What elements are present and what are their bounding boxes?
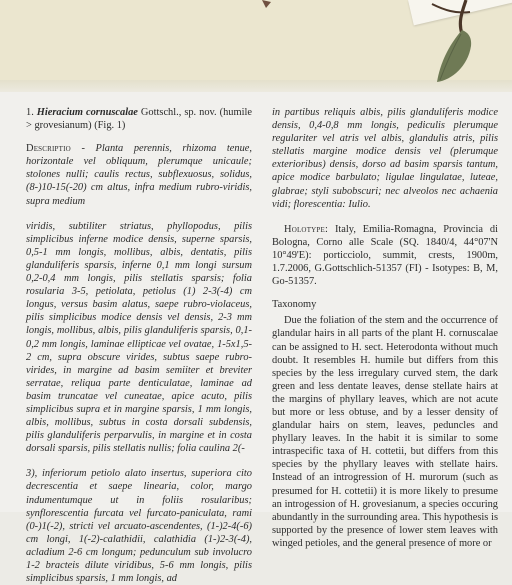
- description-paragraph-3: [26, 467, 252, 585]
- description-continuation: [272, 106, 498, 211]
- description-text-1: - Planta perennis, rhizoma tenue, horizontale vel obliquum, plerumque unicaule; stolones nulli; caulis rectus, subflexuosus, solidus, (8-)10-15(-20) cm altus, infra medium rubro-viridis, supra medium: [26, 143, 252, 207]
- left-column: [26, 106, 252, 585]
- species-heading: [26, 106, 252, 132]
- description-text-3: 3), inferiorum petiolo alato insertus, superiora cito decrescentia et saepe linearia, color, margo indumentumque ut in foliis rosularibus; synflorescentia furcata vel furcato-paniculata, rami (0-)1(-2), stricti vel arcuato-ascendentes, (1-)2-4(-6) cm longi, 1(-2)-calathidii, calathidia (1-)2-3(-4), acladium 2-6 cm longum; pedunculum sub involucro 1-2 bracteis dilute viridibus, 5-6 mm longis, pilis simplicibus sparsis, 1 mm longis, ad: [26, 468, 252, 585]
- article-page: [0, 92, 512, 585]
- description-continuation-text: in partibus reliquis albis, pilis glanduliferis modice densis, 0,4-0,8 mm longis, pediculis plerumque regulariter vel atris vel albis, glandulis atris, pilis stellatis margine modice densis vel (plerumque exterioribus) densis, dorso ad basim sparsis tantum, apice modice barbulato; ligulae lingulatae, luteae, glabrae; styli subobscuri; nec alveolos nec achaenia vidi; florescentia: Iulio.: [272, 107, 498, 210]
- description-label: Descriptio: [26, 143, 71, 155]
- species-name: Hieracium cornuscalae: [36, 107, 138, 118]
- species-author: Gottschl., sp. nov.: [140, 107, 217, 118]
- description-paragraph-1: [26, 142, 252, 207]
- description-text-2: viridis, subtiliter striatus, phyllopodus, pilis simplicibus inferne modice densis, superne sparsis, 0,5-1 mm longis, mollibus, albis, dentatis, pilis glanduliferis sparsis, inferne 0,1 mm longi sursum 0,2-0,4 mm longis, pilis stellatis sparsis; folia rosularia 3-5, petiolata, petiolus (1) 2-3(-4) cm longus, versus basim alatus, saepe rubro-violaceus, pilis simplicibus modice densis vel densis, 2-3 mm longis, mollibus, albis, pilis glanduliferis sparsis, 0,1-0,2 mm longis, laminae ellipticae vel ovatae, 1-5x1,5-2 cm, supra obscure virides, subtus saepe rubro-virides, in margine ad basim semiiter et breviter serratae, reliqua parte denticulatae, laminae ad basim truncatae vel cuneatae, apice acuto, pilis simplicibus supra et in margine sparsis, 1 mm longis, albis, mollibus, subtus in costa dorsali subdensis, pilis glanduliferis perparvulis, in margine et in costa dorsali sparsis, pilis stellatis nullis; folia caulina 2(-: [26, 220, 252, 455]
- specimen-plant-illustration: [0, 0, 512, 96]
- holotype-label: Holotype:: [284, 223, 329, 235]
- species-relation: (humile > grovesianum) (Fig. 1): [26, 107, 252, 132]
- taxonomy-paragraph: Due the foliation of the stem and the occurrence of glandular hairs in all parts of the plant H. cornuscalae can be assigned to H. sect. Heterodonta without much doubt. It resembles H. humile but differs from this species by the less irregulary curved stem, the dark green and less dentate leaves, dense stellate hairs at the margins of phyllary leaves, which are not acute but more or less obtuse, and by a lesser density of glandular hairs on stem, leaves, peduncles and phyllary leaves. In the habit it is similar to some intraspecific taxa of H. cottetii, but differs from this species by the phyllary leaves with stellate hairs. Instead of an introgression of H. murorum (such as presumed for H. cottetii) it is more likely to presume an introgession of H. grovesianum, a species occuring abundantly in the surrounding area. This hypothesis is supported by the presence of lower stem leaves with winged petioles, and the general presence of more or: [272, 315, 498, 549]
- holotype-paragraph: [272, 223, 498, 288]
- section-title-taxonomy: Taxonomy: [272, 299, 317, 311]
- species-number: 1.: [26, 107, 34, 118]
- specimen-photo-area: [0, 0, 512, 96]
- right-column: [272, 106, 498, 550]
- description-paragraph-2: [26, 220, 252, 456]
- holotype-text: Italy, Emilia-Romagna, Provincia di Bologna, Corno alle Scale (SQ. 1840/4, 44°07'N 10°49'E): porticciolo, summit, crests, 1900m, 1.7.2006, G.Gottschlich-51357 (FI) - Isotypes: B, M, Go-51357.: [272, 223, 498, 288]
